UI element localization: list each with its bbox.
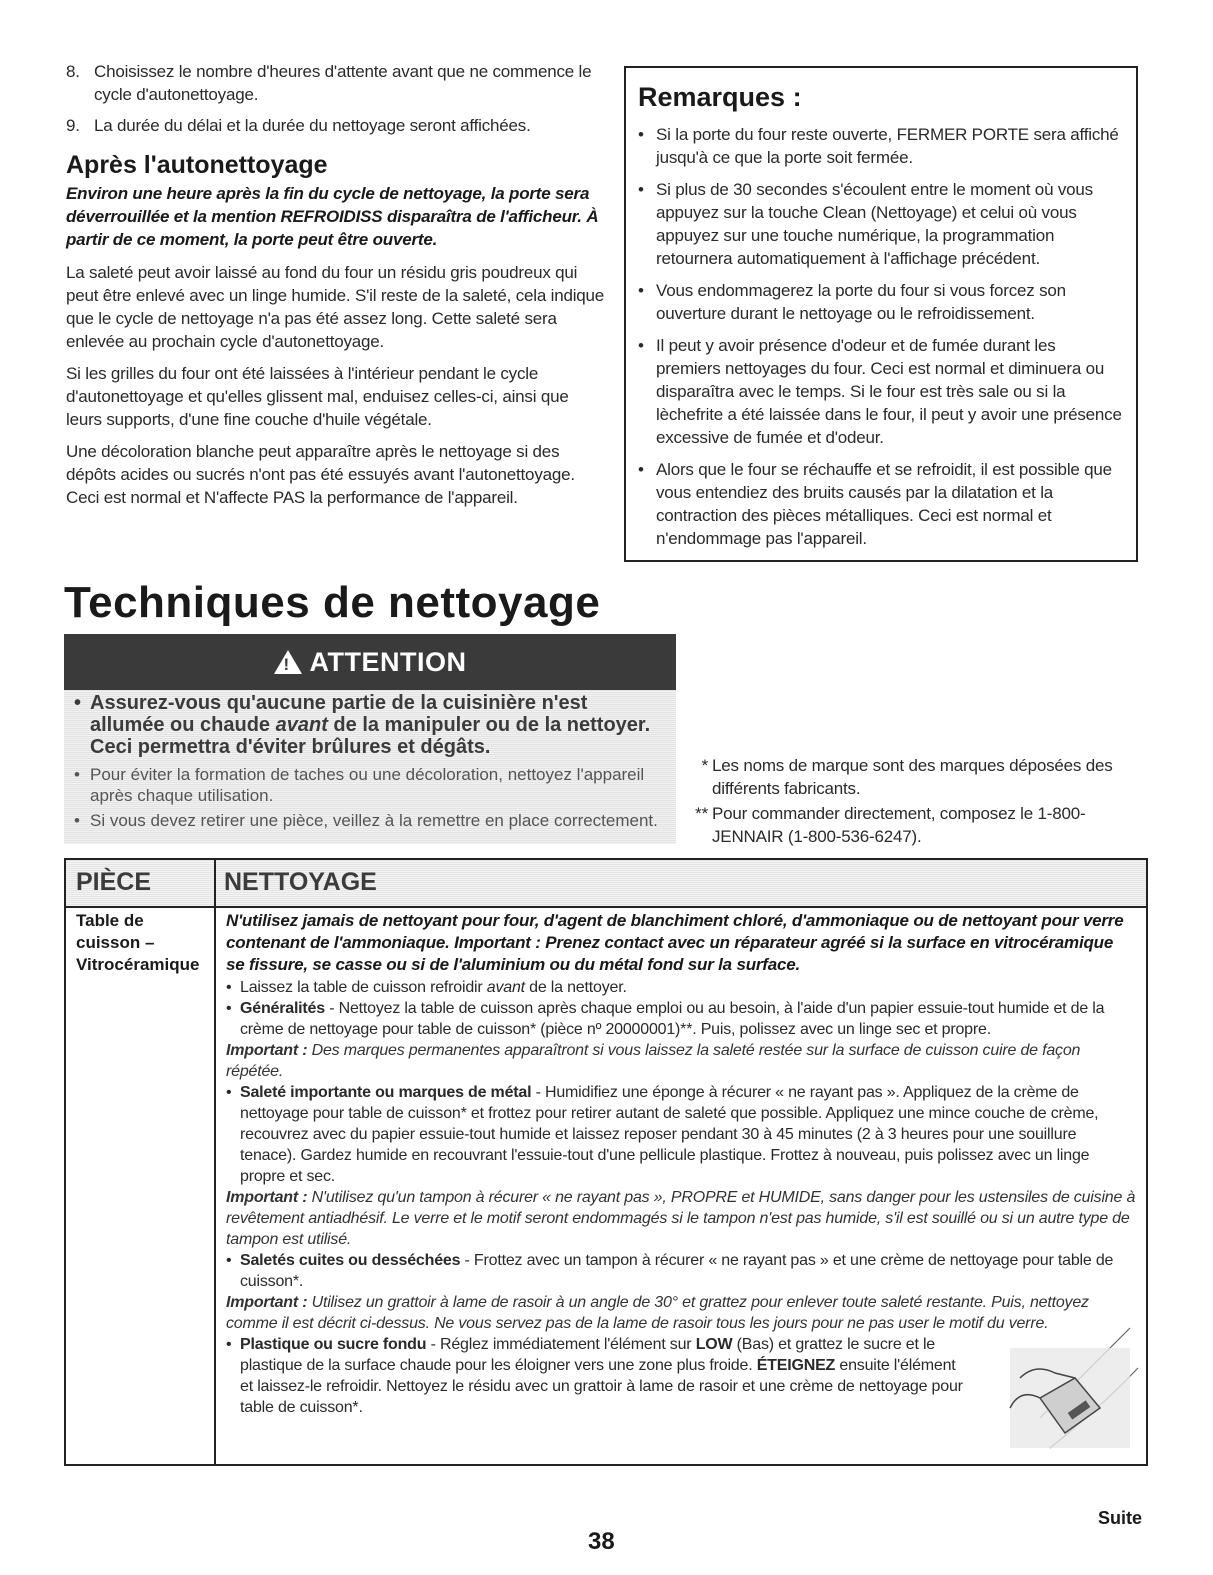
remarque-text: Alors que le four se réchauffe et se refroidit, il est possible que vous entendiez des bruits causés par la dilatation et la contraction des pièces métalliques. Ceci est normal et n'endommage pas l'appareil. xyxy=(656,460,1112,548)
attention-text: Si vous devez retirer une pièce, veillez à la remettre en place correctement. xyxy=(90,811,658,830)
attention-box xyxy=(64,634,676,844)
bullet-icon: • xyxy=(226,1336,232,1353)
paragraph: Si les grilles du four ont été laissées à l'intérieur pendant le cycle d'autonettoyage et qu'elles glissent mal, enduisez celles-ci, ainsi que leurs supports, d'une fine couche d'huile végétale. xyxy=(66,364,569,429)
bullet-icon: • xyxy=(638,460,644,479)
remarques-heading: Remarques : xyxy=(638,82,802,112)
attention-text: Assurez-vous qu'aucune partie de la cuisinière n'est allumée ou chaude avant de la manipuler ou de la nettoyer. Ceci permettra d'éviter brûlures et dégâts. xyxy=(90,692,651,758)
step-number: 8. xyxy=(66,62,80,81)
step-text: Choisissez le nombre d'heures d'attente avant que ne commence le cycle d'autonettoyage. xyxy=(94,62,592,104)
bullet-text: Laissez la table de cuisson refroidir avant de la nettoyer. xyxy=(240,979,627,996)
bullet-icon: • xyxy=(74,692,82,714)
page-number: 38 xyxy=(588,1528,615,1555)
important-note: Important : Des marques permanentes apparaîtront si vous laissez la saleté restée sur la surface de cuisson cuire de façon répétée. xyxy=(226,1042,1081,1080)
remarque-text: Si la porte du four reste ouverte, FERMER PORTE sera affiché jusqu'à ce que la porte soit fermée. xyxy=(656,125,1119,167)
bullet-icon: • xyxy=(638,125,644,144)
bullet-icon: • xyxy=(226,979,232,996)
bullet-icon: • xyxy=(638,336,644,355)
footnote-text: Les noms de marque sont des marques déposées des différents fabricants. xyxy=(712,756,1113,798)
remarque-text: Vous endommagerez la porte du four si vous forcez son ouverture durant le nettoyage ou le refroidissement. xyxy=(656,281,1066,323)
column-header-piece: PIÈCE xyxy=(76,868,152,896)
warning-text: N'utilisez jamais de nettoyant pour four, d'agent de blanchiment chloré, d'ammoniaque ou de nettoyant pour verre contenant de l'ammoniaque. Important : Prenez contact avec un réparateur agréé si la surface en vitrocéramique se fissure, se casse ou si de l'aluminium ou du métal fond sur la surface. xyxy=(226,911,1124,974)
attention-text: Pour éviter la formation de taches ou une décoloration, nettoyez l'appareil après chaque utilisation. xyxy=(90,765,645,805)
bullet-text: Plastique ou sucre fondu - Réglez immédiatement l'élément sur LOW (Bas) et grattez le sucre et le plastique de la surface chaude pour les éloigner vers une zone plus froide. ÉTEIGNEZ ensuite l'élément et laissez-le refroidir. Nettoyez le résidu avec un grattoir à lame de rasoir et une crème de nettoyage pour table de cuisson*. xyxy=(240,1336,963,1416)
attention-item xyxy=(74,810,664,831)
remarque-item xyxy=(638,123,1122,169)
paragraph: Une décoloration blanche peut apparaître après le nettoyage si des dépôts acides ou sucrés n'ont pas été essuyés avant l'autonettoyage. Ceci est normal et N'affecte PAS la performance de l'appareil. xyxy=(66,442,575,507)
remarque-text: Si plus de 30 secondes s'écoulent entre le moment où vous appuyez sur la touche Clean (Nettoyage) et celui où vous appuyez sur une touche numérique, la programmation retournera automatiquement à l'affichage précédent. xyxy=(656,180,1093,268)
attention-body xyxy=(74,692,664,835)
important-note: Important : Utilisez un grattoir à lame de rasoir à un angle de 30° et grattez pour enlever toute saleté restante. Puis, nettoyez comme il est décrit ci-dessus. Ne vous servez pas de la lame de rasoir tous les jours pour ne pas user le motif du verre. xyxy=(226,1294,1089,1332)
paragraph: La saleté peut avoir laissé au fond du four un résidu gris poudreux qui peut être enlevé avec un linge humide. S'il reste de la saleté, cela indique que le cycle de nettoyage n'a pas été assez long. Cette saleté sera enlevée au prochain cycle d'autonettoyage. xyxy=(66,263,605,351)
page-title: Techniques de nettoyage xyxy=(64,578,601,627)
remarque-text: Il peut y avoir présence d'odeur et de fumée durant les premiers nettoyages du four. Ceci est normal et diminuera ou disparaîtra avec le temps. Si le four est très sale ou si la lèchefrite a été laissée dans le four, il peut y avoir une présence excessive de fumée et d'odeur. xyxy=(656,336,1122,447)
column-header-nettoyage: NETTOYAGE xyxy=(224,868,377,896)
attention-item xyxy=(74,692,664,758)
footnote-mark: * xyxy=(701,756,708,775)
remarque-item xyxy=(638,334,1122,449)
cleaning-table xyxy=(64,858,1148,1466)
continued-label: Suite xyxy=(1098,1508,1143,1528)
footnote-text: Pour commander directement, composez le 1-800-JENNAIR (1-800-536-6247). xyxy=(712,804,1086,846)
section-lead: Environ une heure après la fin du cycle de nettoyage, la porte sera déverrouillée et la mention REFROIDISS disparaîtra de l'afficheur. À partir de ce moment, la porte peut être ouverte. xyxy=(66,184,599,249)
step-text: La durée du délai et la durée du nettoyage seront affichées. xyxy=(94,116,531,135)
bullet-icon: • xyxy=(226,1000,232,1017)
attention-item xyxy=(74,764,664,806)
remarque-item xyxy=(638,458,1122,550)
cleaning-bullet xyxy=(226,998,1136,1040)
footnotes xyxy=(690,754,1150,850)
scraper-illustration-icon xyxy=(980,1308,1140,1458)
cleaning-bullet xyxy=(226,977,1136,998)
step-number: 9. xyxy=(66,116,80,135)
section-heading-apres: Après l'autonettoyage xyxy=(66,151,328,179)
bullet-icon: • xyxy=(638,180,644,199)
remarques-box xyxy=(624,66,1138,562)
cleaning-bullet xyxy=(226,1082,1136,1187)
column-divider xyxy=(214,860,216,1464)
bullet-text: Généralités - Nettoyez la table de cuisson après chaque emploi ou au besoin, à l'aide d'un papier essuie-tout humide et de la crème de nettoyage pour table de cuisson* (pièce nº 20000001)**. Puis, polissez avec un linge sec et propre. xyxy=(240,1000,1105,1038)
bullet-text: Saletés cuites ou desséchées - Frottez avec un tampon à récurer « ne rayant pas » et une crème de nettoyage pour table de cuisson*. xyxy=(240,1252,1114,1290)
step-item xyxy=(66,114,606,137)
table-cell-piece: Table de cuisson – Vitrocéramique xyxy=(76,911,200,974)
bullet-text: Saleté importante ou marques de métal - Humidifiez une éponge à récurer « ne rayant pas ». Appliquez de la crème de nettoyage pour table de cuisson* et frottez pour retirer autant de saleté que possible. Appliquez une mince couche de crème, recouvrez avec du papier essuie-tout humide et laissez reposer pendant 30 à 45 minutes (2 à 3 heures pour une souillure tenace). Gardez humide en recouvrant l'essuie-tout d'une pellicule plastique. Frottez à nouveau, puis polissez avec un linge propre et sec. xyxy=(240,1084,1099,1185)
left-column xyxy=(66,60,606,518)
attention-banner xyxy=(64,634,676,690)
attention-banner-label: ATTENTION xyxy=(309,646,467,677)
cleaning-bullet xyxy=(226,1250,1136,1292)
footnote-mark: ** xyxy=(695,804,708,823)
bullet-icon: • xyxy=(74,765,80,784)
step-item xyxy=(66,60,606,106)
footnote xyxy=(690,754,1150,800)
bullet-icon: • xyxy=(638,281,644,300)
remarque-item xyxy=(638,178,1122,270)
bullet-icon: • xyxy=(226,1084,232,1101)
important-note: Important : N'utilisez qu'un tampon à récurer « ne rayant pas », PROPRE et HUMIDE, sans danger pour les ustensiles de cuisine à revêtement antiadhésif. Le verre et le motif seront endommagés si le tampon n'est pas humide, s'il est souillé ou si un autre type de tampon est utilisé. xyxy=(226,1189,1136,1248)
bullet-icon: • xyxy=(226,1252,232,1269)
table-header xyxy=(66,860,1146,908)
remarque-item xyxy=(638,279,1122,325)
bullet-icon: • xyxy=(74,811,80,830)
warning-triangle-icon: ! xyxy=(274,650,302,674)
footnote xyxy=(690,802,1150,848)
